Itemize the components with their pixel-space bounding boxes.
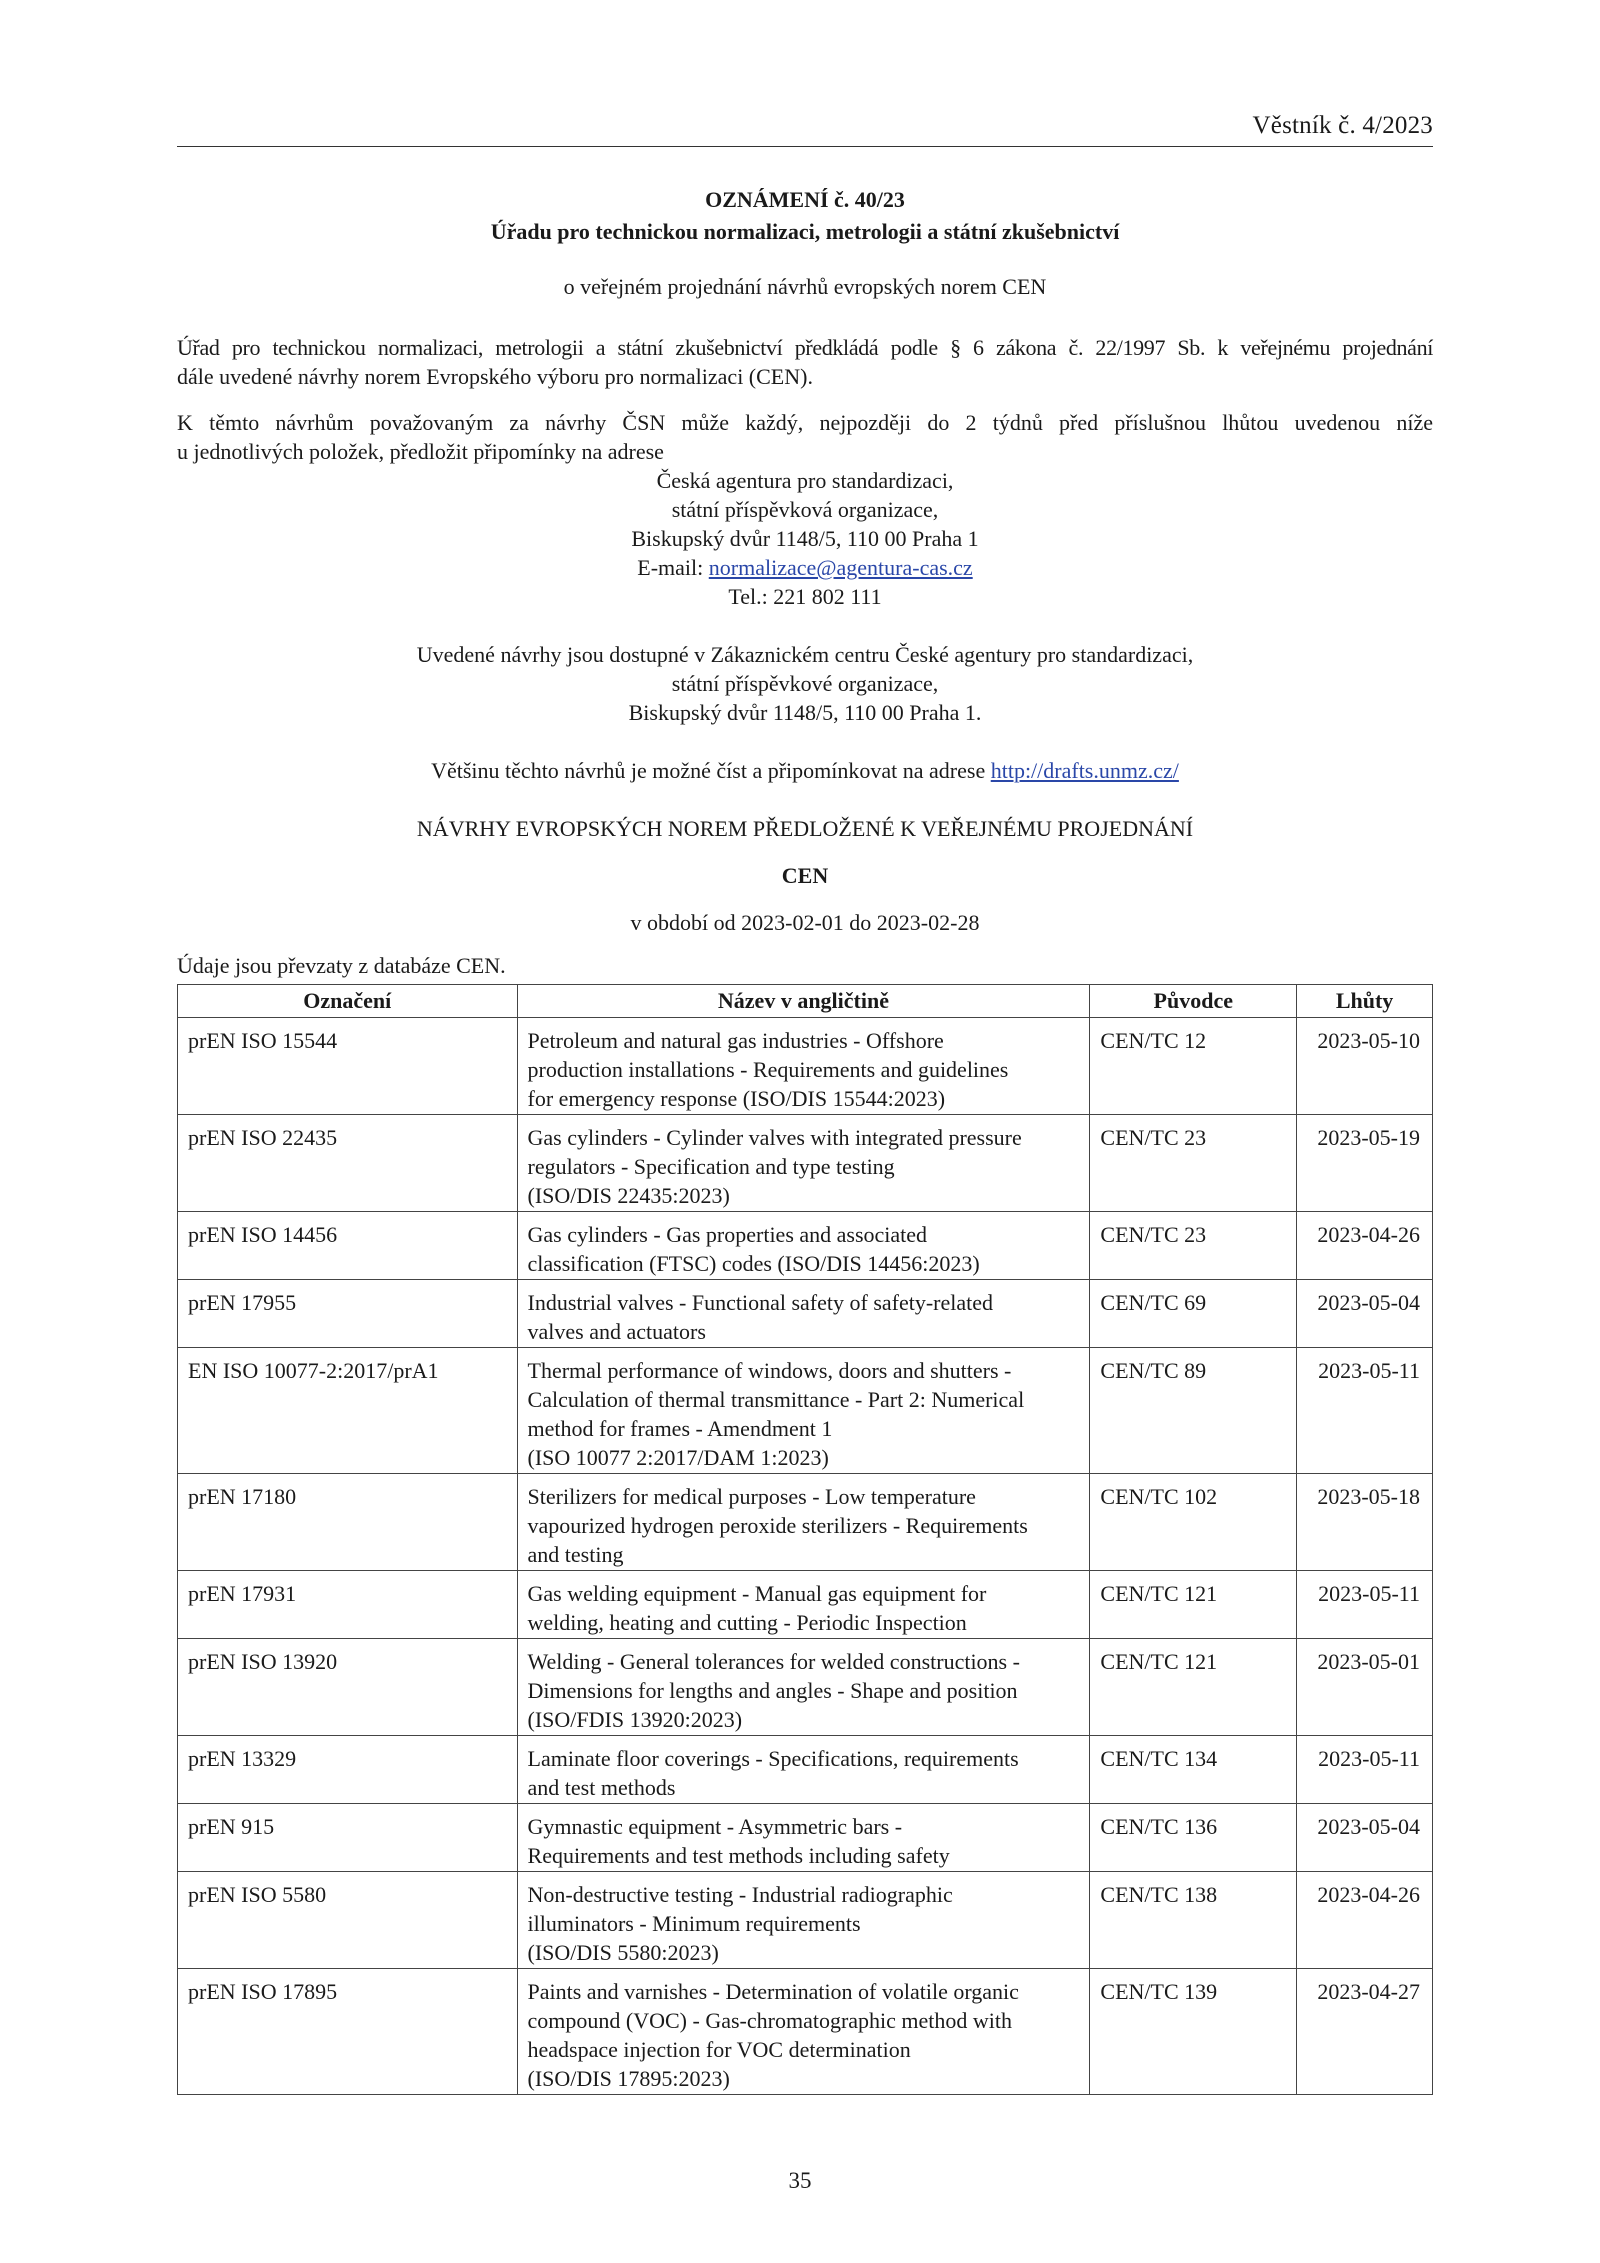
table-row [178, 1280, 1433, 1348]
address-block [177, 466, 1433, 611]
table-row [178, 1969, 1433, 2095]
column-header-originator: Původce [1090, 985, 1297, 1018]
intro-p1-line-1: Úřad pro technickou normalizaci, metrologii a státní zkušebnictví předkládá podle § 6 zákona č. 22/1997 Sb. k veřejnému projednání [177, 335, 1433, 360]
table-row [178, 1348, 1433, 1474]
intro-paragraph-2 [177, 408, 1433, 466]
announcement-title: OZNÁMENÍ č. 40/23 [705, 187, 905, 212]
deadline-cell: 2023-05-04 [1297, 1280, 1433, 1348]
designation-cell: prEN 17931 [178, 1571, 518, 1639]
deadline-cell: 2023-05-04 [1297, 1804, 1433, 1872]
column-header-designation: Označení [178, 985, 518, 1018]
title-cell: Gas welding equipment - Manual gas equipment for welding, heating and cutting - Periodic Inspection [517, 1571, 1090, 1639]
originator-cell: CEN/TC 121 [1090, 1571, 1297, 1639]
originator-cell: CEN/TC 23 [1090, 1115, 1297, 1212]
deadline-cell: 2023-05-10 [1297, 1018, 1433, 1115]
table-row [178, 1639, 1433, 1736]
deadline-cell: 2023-05-01 [1297, 1639, 1433, 1736]
title-cell: Gymnastic equipment - Asymmetric bars - Requirements and test methods including safety [517, 1804, 1090, 1872]
title-cell: Non-destructive testing - Industrial radiographic illuminators - Minimum requirements (ISO/DIS 5580:2023) [517, 1872, 1090, 1969]
title-cell: Paints and varnishes - Determination of volatile organic compound (VOC) - Gas-chromatographic method with headspace injection for VOC determination (ISO/DIS 17895:2023) [517, 1969, 1090, 2095]
running-header [177, 112, 1433, 147]
announcement-authority: Úřadu pro technickou normalizaci, metrologii a státní zkušebnictví [490, 219, 1120, 244]
intro-p2-line-1: K těmto návrhům považovaným za návrhy ČSN může každý, nejpozději do 2 týdnů před příslušnou lhůtou uvedenou níže [177, 410, 1433, 435]
address-phone: Tel.: 221 802 111 [728, 584, 882, 609]
originator-cell: CEN/TC 121 [1090, 1639, 1297, 1736]
designation-cell: prEN ISO 5580 [178, 1872, 518, 1969]
table-row [178, 1212, 1433, 1280]
title-cell: Gas cylinders - Gas properties and associated classification (FTSC) codes (ISO/DIS 14456:2023) [517, 1212, 1090, 1280]
designation-cell: prEN ISO 22435 [178, 1115, 518, 1212]
availability-line-2: státní příspěvkové organizace, [671, 671, 939, 696]
originator-cell: CEN/TC 136 [1090, 1804, 1297, 1872]
designation-cell: prEN ISO 17895 [178, 1969, 518, 2095]
deadline-cell: 2023-05-11 [1297, 1571, 1433, 1639]
deadline-cell: 2023-05-11 [1297, 1348, 1433, 1474]
deadline-cell: 2023-05-19 [1297, 1115, 1433, 1212]
email-label: E-mail: [637, 555, 709, 580]
source-note: Údaje jsou převzaty z databáze CEN. [177, 953, 506, 978]
section-heading: NÁVRHY EVROPSKÝCH NOREM PŘEDLOŽENÉ K VEŘEJNÉMU PROJEDNÁNÍ [416, 816, 1194, 841]
intro-p1-line-2: dále uvedené návrhy norem Evropského výboru pro normalizaci (CEN). [177, 364, 813, 389]
designation-cell: prEN 17955 [178, 1280, 518, 1348]
table-row [178, 1571, 1433, 1639]
web-access-line [177, 756, 1433, 785]
originator-cell: CEN/TC 138 [1090, 1872, 1297, 1969]
address-type: státní příspěvková organizace, [671, 497, 939, 522]
table-row [178, 1804, 1433, 1872]
deadline-cell: 2023-05-18 [1297, 1474, 1433, 1571]
address-street: Biskupský dvůr 1148/5, 110 00 Praha 1 [631, 526, 979, 551]
page-number: 35 [788, 2168, 812, 2193]
table-row [178, 1736, 1433, 1804]
title-cell: Thermal performance of windows, doors and shutters - Calculation of thermal transmittance - Part 2: Numerical method for frames - Amendment 1 (ISO 10077 2:2017/DAM 1:2023) [517, 1348, 1090, 1474]
announcement-subject: o veřejném projednání návrhů evropských norem CEN [563, 274, 1047, 299]
column-header-deadline: Lhůty [1297, 985, 1433, 1018]
drafts-link[interactable]: http://drafts.unmz.cz/ [990, 758, 1179, 783]
title-cell: Sterilizers for medical purposes - Low temperature vapourized hydrogen peroxide sterilizers - Requirements and testing [517, 1474, 1090, 1571]
standards-table [177, 984, 1433, 2095]
table-row [178, 1474, 1433, 1571]
availability-line-1: Uvedené návrhy jsou dostupné v Zákaznickém centru České agentury pro standardizaci, [416, 642, 1194, 667]
originator-cell: CEN/TC 134 [1090, 1736, 1297, 1804]
address-name: Česká agentura pro standardizaci, [656, 468, 954, 493]
title-cell: Petroleum and natural gas industries - Offshore production installations - Requirements and guidelines for emergency response (ISO/DIS 15544:2023) [517, 1018, 1090, 1115]
section-body: CEN [781, 863, 829, 888]
designation-cell: EN ISO 10077-2:2017/prA1 [178, 1348, 518, 1474]
intro-paragraph-1 [177, 333, 1433, 391]
designation-cell: prEN 17180 [178, 1474, 518, 1571]
title-cell: Laminate floor coverings - Specifications, requirements and test methods [517, 1736, 1090, 1804]
section-period: v období od 2023-02-01 do 2023-02-28 [630, 910, 980, 935]
web-text: Většinu těchto návrhů je možné číst a připomínkovat na adrese [431, 758, 991, 783]
originator-cell: CEN/TC 69 [1090, 1280, 1297, 1348]
originator-cell: CEN/TC 102 [1090, 1474, 1297, 1571]
column-header-english-title: Název v angličtině [517, 985, 1090, 1018]
table-row [178, 1115, 1433, 1212]
table-row [178, 1872, 1433, 1969]
deadline-cell: 2023-04-27 [1297, 1969, 1433, 2095]
announcement-title-block [177, 184, 1433, 248]
title-cell: Welding - General tolerances for welded constructions - Dimensions for lengths and angles - Shape and position (ISO/FDIS 13920:2023) [517, 1639, 1090, 1736]
designation-cell: prEN 13329 [178, 1736, 518, 1804]
table-header-row [178, 985, 1433, 1018]
designation-cell: prEN ISO 15544 [178, 1018, 518, 1115]
address-email-line [177, 553, 1433, 582]
designation-cell: prEN ISO 14456 [178, 1212, 518, 1280]
originator-cell: CEN/TC 23 [1090, 1212, 1297, 1280]
table-row [178, 1018, 1433, 1115]
designation-cell: prEN 915 [178, 1804, 518, 1872]
intro-p2-line-2: u jednotlivých položek, předložit připomínky na adrese [177, 439, 664, 464]
originator-cell: CEN/TC 12 [1090, 1018, 1297, 1115]
deadline-cell: 2023-04-26 [1297, 1212, 1433, 1280]
availability-block [177, 640, 1433, 727]
deadline-cell: 2023-05-11 [1297, 1736, 1433, 1804]
email-link[interactable]: normalizace@agentura-cas.cz [708, 555, 973, 580]
designation-cell: prEN ISO 13920 [178, 1639, 518, 1736]
deadline-cell: 2023-04-26 [1297, 1872, 1433, 1969]
availability-line-3: Biskupský dvůr 1148/5, 110 00 Praha 1. [628, 700, 982, 725]
journal-issue: Věstník č. 4/2023 [1252, 112, 1433, 139]
originator-cell: CEN/TC 139 [1090, 1969, 1297, 2095]
title-cell: Industrial valves - Functional safety of safety-related valves and actuators [517, 1280, 1090, 1348]
originator-cell: CEN/TC 89 [1090, 1348, 1297, 1474]
title-cell: Gas cylinders - Cylinder valves with integrated pressure regulators - Specification and type testing (ISO/DIS 22435:2023) [517, 1115, 1090, 1212]
